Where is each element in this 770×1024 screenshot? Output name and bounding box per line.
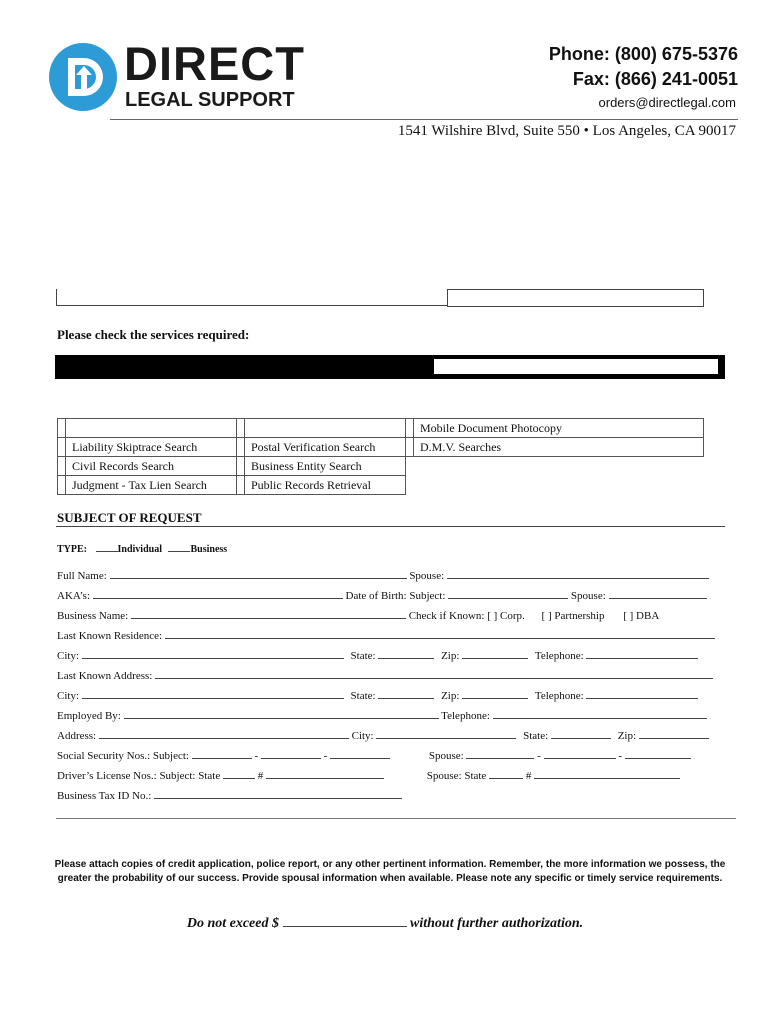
subject-divider: [56, 526, 725, 527]
employer-telephone-field[interactable]: [493, 707, 707, 719]
employer-city-label: City:: [351, 730, 374, 742]
dl-spouse-label: Spouse: State: [426, 770, 487, 782]
services-heading: Please check the services required:: [57, 327, 250, 342]
employer-telephone-label: Telephone:: [441, 710, 490, 722]
spouse-dob-label: Spouse:: [570, 590, 606, 602]
residence-zip-field[interactable]: [462, 647, 528, 659]
fax-number: Fax: (866) 241-0051: [572, 69, 738, 89]
service-checkbox[interactable]: [58, 457, 66, 476]
service-label: Liability Skiptrace Search: [66, 438, 237, 457]
dba-check[interactable]: [ ] DBA: [623, 610, 660, 622]
last-known-residence-field[interactable]: [165, 627, 715, 639]
business-name-row: [57, 607, 659, 622]
dob-label: Date of Birth: Subject:: [345, 590, 446, 602]
spouse-label: Spouse:: [409, 570, 445, 582]
header-divider: [110, 119, 738, 120]
spouse-name-field[interactable]: [447, 567, 709, 579]
service-checkbox[interactable]: [406, 419, 414, 438]
dl-subject-number-field[interactable]: [266, 767, 384, 779]
residence-state-field[interactable]: [378, 647, 434, 659]
address-telephone-field[interactable]: [586, 687, 698, 699]
last-known-residence-row: [57, 627, 715, 642]
logo: [48, 37, 338, 114]
services-row: [58, 438, 704, 457]
logo-word-direct: DIRECT: [124, 37, 305, 90]
aka-row: [57, 587, 707, 602]
address-city-row: [57, 687, 698, 702]
service-label: Judgment - Tax Lien Search: [66, 476, 237, 495]
services-header-field[interactable]: [434, 359, 718, 374]
ssn-spouse-label: Spouse:: [428, 750, 464, 762]
last-known-address-field[interactable]: [155, 667, 713, 679]
check-if-known-label: Check if Known: [ ] Corp.: [408, 610, 525, 622]
business-tax-id-label: Business Tax ID No.:: [57, 790, 152, 802]
last-known-address-row: [57, 667, 713, 682]
ssn-subject-field-1[interactable]: [192, 747, 252, 759]
employer-state-label: State:: [523, 730, 549, 742]
type-business-check[interactable]: [168, 540, 190, 552]
dl-subject-state-field[interactable]: [223, 767, 255, 779]
service-label: Civil Records Search: [66, 457, 237, 476]
client-info-box-right[interactable]: [447, 289, 704, 307]
partnership-check[interactable]: [ ] Partnership: [541, 610, 605, 622]
ssn-label: Social Security Nos.: Subject:: [57, 750, 189, 762]
ssn-subject-field-3[interactable]: [330, 747, 390, 759]
service-label: Public Records Retrieval: [245, 476, 406, 495]
drivers-license-label: Driver’s License Nos.: Subject: State: [57, 770, 221, 782]
state-label: State:: [350, 690, 376, 702]
zip-label: Zip:: [441, 650, 460, 662]
ssn-subject-field-2[interactable]: [261, 747, 321, 759]
aka-label: AKA’s:: [57, 590, 91, 602]
service-checkbox[interactable]: [237, 438, 245, 457]
business-name-label: Business Name:: [57, 610, 129, 622]
full-name-field[interactable]: [110, 567, 407, 579]
employer-zip-label: Zip:: [617, 730, 637, 742]
employed-by-row: [57, 707, 707, 722]
ssn-spouse-field-1[interactable]: [466, 747, 534, 759]
drivers-license-row: [57, 767, 680, 782]
type-individual-label: Individual: [117, 544, 162, 555]
service-label: [245, 419, 406, 438]
city-label: City:: [57, 650, 80, 662]
business-tax-id-row: [57, 787, 402, 802]
logo-word-legal-support: LEGAL SUPPORT: [125, 89, 295, 111]
services-table: [57, 418, 704, 495]
hash: #: [525, 770, 532, 782]
residence-telephone-field[interactable]: [586, 647, 698, 659]
employed-by-label: Employed By:: [57, 710, 121, 722]
employer-city-field[interactable]: [376, 727, 516, 739]
employer-field[interactable]: [124, 707, 439, 719]
limit-amount-field[interactable]: [283, 913, 407, 927]
service-checkbox[interactable]: [58, 419, 66, 438]
type-row: [57, 540, 227, 555]
office-address: 1541 Wilshire Blvd, Suite 550 • Los Angeles, CA 90017: [397, 123, 736, 139]
services-row: [58, 457, 704, 476]
dl-spouse-state-field[interactable]: [489, 767, 523, 779]
service-checkbox[interactable]: [237, 419, 245, 438]
residence-city-row: [57, 647, 698, 662]
dob-spouse-field[interactable]: [609, 587, 707, 599]
services-row: [58, 476, 704, 495]
full-name-label: Full Name:: [57, 570, 107, 582]
phone-number: Phone: (800) 675-5376: [548, 44, 738, 64]
employer-state-field[interactable]: [551, 727, 611, 739]
dash: -: [254, 750, 259, 762]
telephone-label: Telephone:: [534, 650, 584, 662]
instructions-note: Please attach copies of credit application, police report, or any other pertinent information. Remember, the more information we possess, the greater the probability of our success. Provide spousal information when available. Please note any specific or timely service requirements.: [54, 859, 726, 884]
type-label: TYPE:: [57, 544, 87, 555]
address-city-field[interactable]: [82, 687, 344, 699]
last-known-address-label: Last Known Address:: [57, 670, 153, 682]
client-info-box-left[interactable]: [56, 289, 447, 306]
subject-heading: SUBJECT OF REQUEST: [57, 510, 202, 525]
service-label: D.M.V. Searches: [414, 438, 704, 457]
dl-spouse-number-field[interactable]: [534, 767, 680, 779]
limit-suffix: without further authorization.: [410, 916, 584, 931]
dash: -: [618, 750, 623, 762]
type-business-label: Business: [190, 544, 228, 555]
city-label: City:: [57, 690, 80, 702]
service-checkbox[interactable]: [237, 457, 245, 476]
aka-field[interactable]: [93, 587, 343, 599]
telephone-label: Telephone:: [534, 690, 584, 702]
service-checkbox[interactable]: [58, 438, 66, 457]
limit-prefix: Do not exceed $: [186, 916, 279, 931]
service-label: Business Entity Search: [245, 457, 406, 476]
residence-city-field[interactable]: [82, 647, 344, 659]
authorization-limit: [0, 913, 770, 932]
ssn-row: [57, 747, 691, 762]
type-individual-check[interactable]: [96, 540, 118, 552]
dash: -: [537, 750, 541, 762]
services-row: [58, 419, 704, 438]
service-checkbox[interactable]: [58, 476, 66, 495]
state-label: State:: [350, 650, 376, 662]
full-name-row: [57, 567, 709, 582]
email-address: orders@directlegal.com: [598, 95, 736, 110]
ssn-spouse-field-2[interactable]: [544, 747, 616, 759]
address-state-field[interactable]: [378, 687, 434, 699]
dash: -: [323, 750, 328, 762]
employer-address-field[interactable]: [99, 727, 349, 739]
section-divider: [56, 818, 736, 819]
service-label: Postal Verification Search: [245, 438, 406, 457]
last-known-residence-label: Last Known Residence:: [57, 630, 163, 642]
service-checkbox[interactable]: [406, 438, 414, 457]
service-label: [66, 419, 237, 438]
employer-address-row: [57, 727, 709, 742]
zip-label: Zip:: [441, 690, 460, 702]
employer-address-label: Address:: [57, 730, 97, 742]
service-checkbox[interactable]: [237, 476, 245, 495]
dob-subject-field[interactable]: [448, 587, 568, 599]
employer-zip-field[interactable]: [639, 727, 709, 739]
business-name-field[interactable]: [131, 607, 406, 619]
address-zip-field[interactable]: [462, 687, 528, 699]
business-tax-id-field[interactable]: [154, 787, 402, 799]
ssn-spouse-field-3[interactable]: [625, 747, 691, 759]
service-label: Mobile Document Photocopy: [414, 419, 704, 438]
logo-mark-icon: [48, 42, 118, 112]
hash: #: [257, 770, 264, 782]
